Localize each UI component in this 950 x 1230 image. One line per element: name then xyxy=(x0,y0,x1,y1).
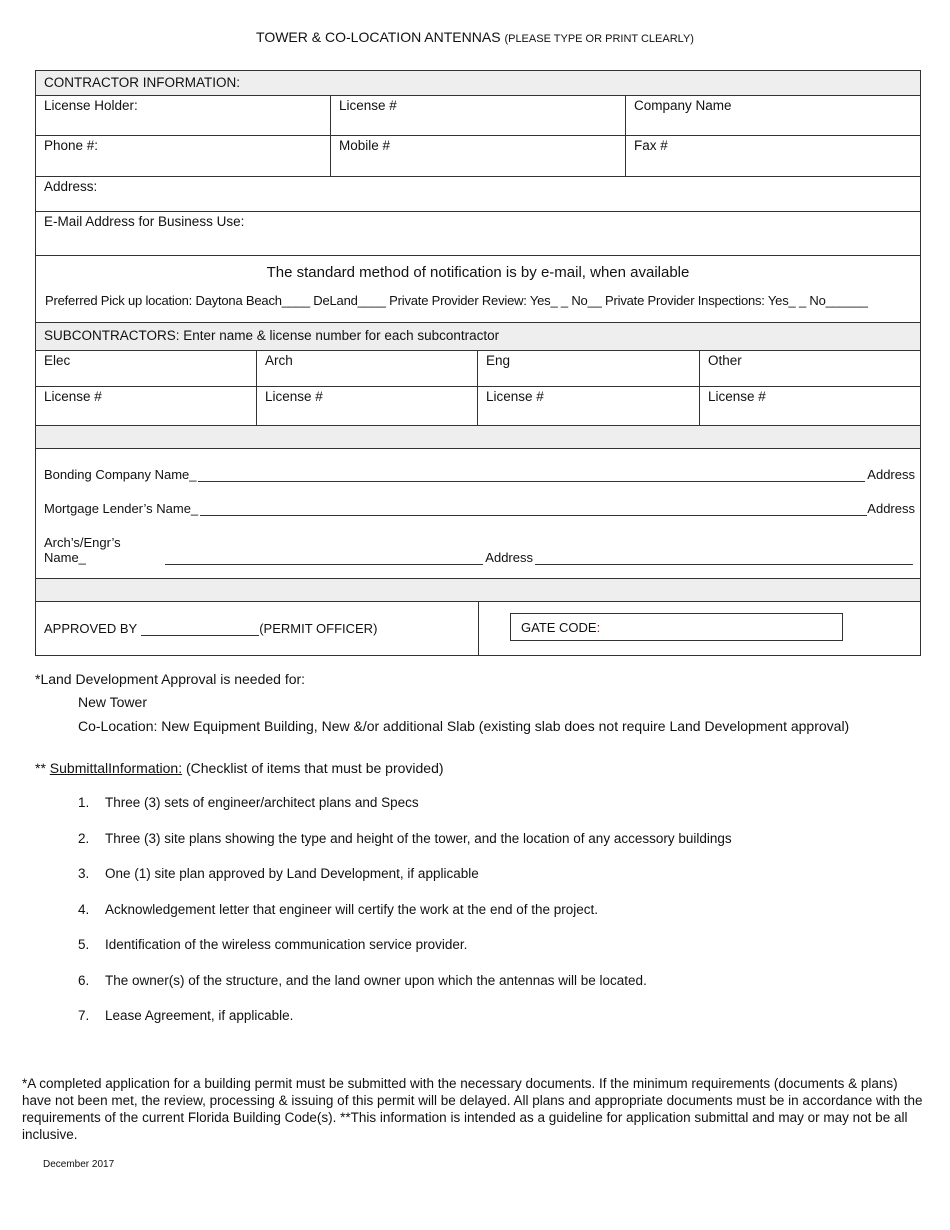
approval-row xyxy=(36,602,920,655)
form-title-main: TOWER & CO-LOCATION ANTENNAS xyxy=(256,29,501,45)
list-item: 5. Identification of the wireless communication service provider. xyxy=(78,937,468,952)
contractor-row-2 xyxy=(36,136,920,177)
subcontractors-header: SUBCONTRACTORS: Enter name & license number for each subcontractor xyxy=(44,328,500,343)
submittal-prefix: ** xyxy=(35,760,50,776)
subcontractor-trades-row xyxy=(36,351,920,387)
arch-address-label: Address xyxy=(485,550,533,565)
address-row xyxy=(36,177,920,212)
bonding-row xyxy=(36,449,920,579)
gate-code-colon: : xyxy=(596,619,601,635)
phone-field[interactable]: Phone #: xyxy=(36,136,331,176)
arch-engr-label: Arch’s/Engr’s Name_ xyxy=(44,535,121,565)
company-name-field[interactable]: Company Name xyxy=(634,98,732,113)
list-item: 4. Acknowledgement letter that engineer will certify the work at the end of the project. xyxy=(78,902,599,917)
gate-code-field[interactable] xyxy=(510,613,843,641)
contractor-row-1 xyxy=(36,96,920,136)
land-dev-item-1: New Tower xyxy=(78,694,147,710)
notice-row xyxy=(36,256,920,323)
arch-license-field[interactable]: License # xyxy=(257,387,478,425)
mortgage-lender-input[interactable] xyxy=(200,502,867,516)
eng-field[interactable]: Eng xyxy=(478,351,700,386)
contractor-header: CONTRACTOR INFORMATION: xyxy=(44,75,240,90)
notice-block xyxy=(36,256,920,322)
notification-notice: The standard method of notification is by e-mail, when available xyxy=(266,264,690,281)
pickup-preferences[interactable]: Preferred Pick up location: Daytona Beach____ DeLand____ Private Provider Review: Yes_ _ No__ Private Provider Inspections: Yes_ _ No______ xyxy=(45,293,868,308)
bonding-company-input[interactable] xyxy=(198,468,865,482)
subcontractor-license-row xyxy=(36,387,920,426)
arch-address-input[interactable] xyxy=(535,551,913,565)
bonding-company-line xyxy=(44,467,915,482)
permit-officer-label: (PERMIT OFFICER) xyxy=(259,621,378,636)
bonding-company-label: Bonding Company Name_ xyxy=(44,467,197,482)
submittal-suffix: (Checklist of items that must be provided) xyxy=(182,760,444,776)
mortgage-lender-line xyxy=(44,501,915,516)
subcontractors-header-row xyxy=(36,323,920,351)
land-dev-intro: *Land Development Approval is needed for: xyxy=(35,671,306,687)
list-item: 6. The owner(s) of the structure, and the land owner upon which the antennas will be located. xyxy=(78,973,647,988)
submittal-heading xyxy=(35,760,444,776)
bonding-block xyxy=(36,449,920,578)
gate-code-label: GATE CODE xyxy=(521,619,597,635)
mortgage-lender-label: Mortgage Lender’s Name_ xyxy=(44,501,199,516)
list-item: 2. Three (3) site plans showing the type and height of the tower, and the location of any accessory buildings xyxy=(78,831,732,846)
email-row xyxy=(36,212,920,256)
fax-field[interactable]: Fax # xyxy=(634,138,668,153)
gate-code-cell xyxy=(479,602,920,655)
approved-by-cell xyxy=(36,602,479,655)
arch-engr-input[interactable] xyxy=(165,551,483,565)
eng-license-field[interactable]: License # xyxy=(478,387,700,425)
form-title-sub: (PLEASE TYPE OR PRINT CLEARLY) xyxy=(504,33,694,45)
contractor-header-row xyxy=(36,71,920,96)
approved-by-input[interactable] xyxy=(141,622,259,636)
license-holder-field[interactable]: License Holder: xyxy=(36,96,331,135)
revision-date: December 2017 xyxy=(43,1159,115,1170)
mortgage-address-label: Address xyxy=(867,501,915,516)
email-field[interactable]: E-Mail Address for Business Use: xyxy=(44,214,245,229)
land-dev-item-2: Co-Location: New Equipment Building, New &/or additional Slab (existing slab does not require Land Development approval) xyxy=(78,718,850,734)
elec-license-field[interactable]: License # xyxy=(36,387,257,425)
arch-engr-line xyxy=(44,535,915,565)
arch-field[interactable]: Arch xyxy=(257,351,478,386)
spacer-row-1 xyxy=(36,426,920,449)
address-field[interactable]: Address: xyxy=(44,179,98,194)
elec-field[interactable]: Elec xyxy=(36,351,257,386)
other-field[interactable]: Other xyxy=(708,353,742,368)
spacer-row-2 xyxy=(36,579,920,602)
other-license-field[interactable]: License # xyxy=(708,389,766,404)
bonding-address-label: Address xyxy=(867,467,915,482)
list-item: 1. Three (3) sets of engineer/architect plans and Specs xyxy=(78,795,419,810)
footnote: *A completed application for a building permit must be submitted with the necessary documents. If the minimum requirements (documents & plans) have not been met, the review, processing & issuing of this permit will be delayed. All plans and appropriate documents must be in accordance with the requirements of the current Florida Building Code(s). **This information is intended as a guideline for application submittal and may or may not be all inclusive. xyxy=(22,1076,923,1142)
list-item: 3. One (1) site plan approved by Land Development, if applicable xyxy=(78,866,479,881)
license-number-field[interactable]: License # xyxy=(331,96,626,135)
mobile-field[interactable]: Mobile # xyxy=(331,136,626,176)
approved-by-label: APPROVED BY xyxy=(44,621,138,636)
form-title xyxy=(0,29,950,45)
permit-form xyxy=(35,70,921,656)
list-item: 7. Lease Agreement, if applicable. xyxy=(78,1008,294,1023)
submittal-label: SubmittalInformation: xyxy=(49,760,183,776)
